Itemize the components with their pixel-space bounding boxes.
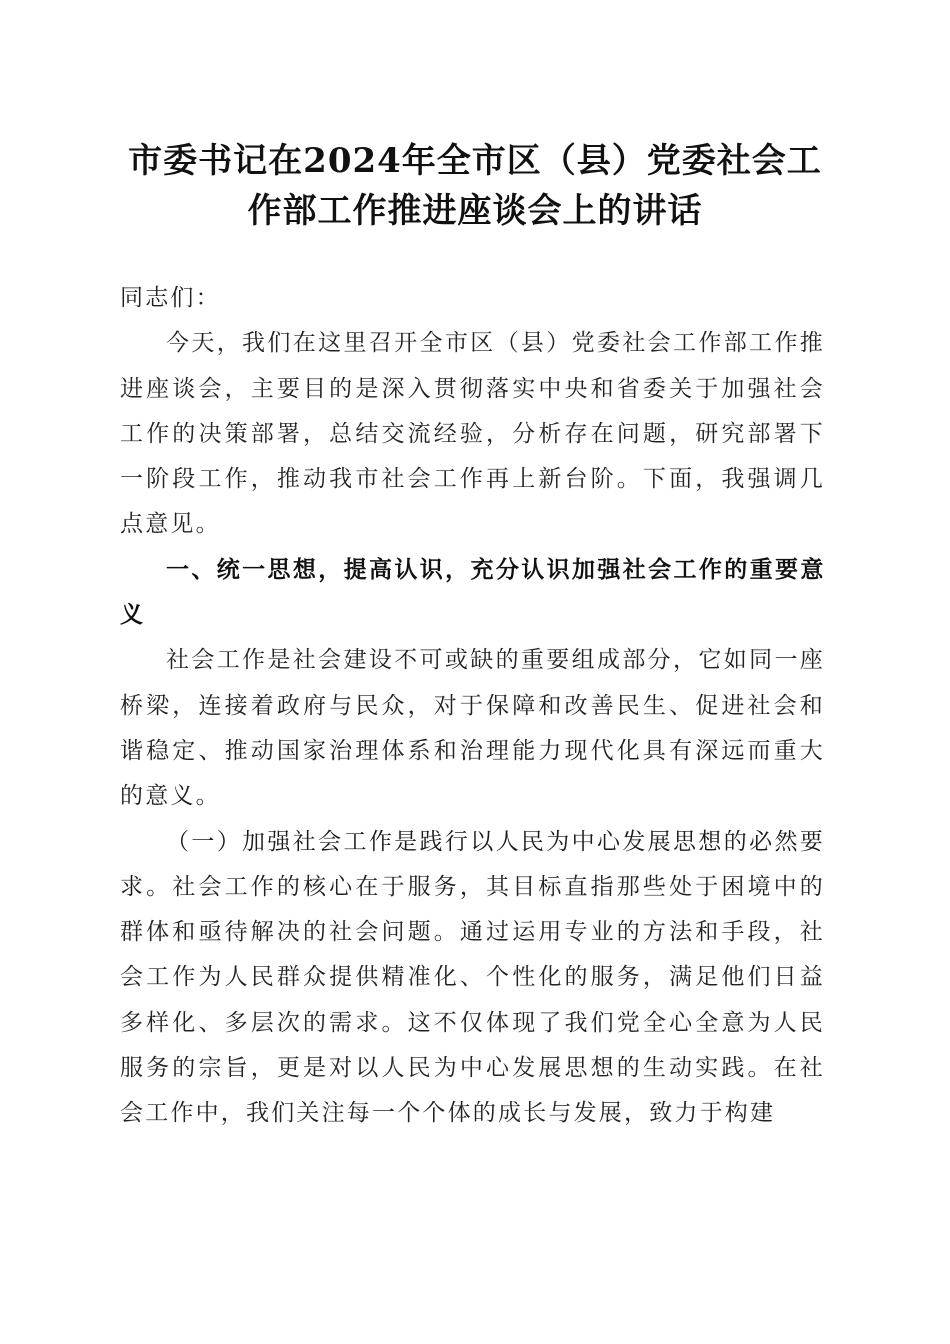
subsection-1-text: 社会工作的核心在于服务，其目标直指那些处于困境中的群体和亟待解决的社会问题。通过运用专业的方法和手段，社会工作为人民群众提供精准化、个性化的服务，满足他们日益多样化、多层次的需求。这不仅体现了我们党全心全意为人民服务的宗旨，更是对以人民为中心发展思想的生动实践。在社会工作中，我们关注每一个个体的成长与发展，致力于构建 bbox=[120, 873, 825, 1127]
document-title bbox=[90, 136, 860, 236]
document-title-line-2: 作部工作推进座谈会上的讲话 bbox=[247, 191, 703, 231]
document-body bbox=[120, 276, 825, 1137]
salutation: 同志们： bbox=[120, 285, 221, 311]
subsection-1-paragraph bbox=[120, 820, 825, 1137]
document-title-line-1: 市委书记在2024年全市区（县）党委社会工 bbox=[128, 141, 822, 181]
section-1-paragraph: 社会工作是社会建设不可或缺的重要组成部分，它如同一座桥梁，连接着政府与民众，对于保障和改善民生、促进社会和谐稳定、推动国家治理体系和治理能力现代化具有深远而重大的意义。 bbox=[120, 647, 825, 810]
section-1-heading: 一、统一思想，提高认识，充分认识加强社会工作的重要意义 bbox=[120, 556, 825, 629]
intro-paragraph: 今天，我们在这里召开全市区（县）党委社会工作部工作推进座谈会，主要目的是深入贯彻落实中央和省委关于加强社会工作的决策部署，总结交流经验，分析存在问题，研究部署下一阶段工作，推动我市社会工作再上新台阶。下面，我强调几点意见。 bbox=[120, 330, 825, 538]
subsection-1-heading: （一）加强社会工作是践行以人民为中心发展思想的必然要求。 bbox=[120, 828, 825, 900]
